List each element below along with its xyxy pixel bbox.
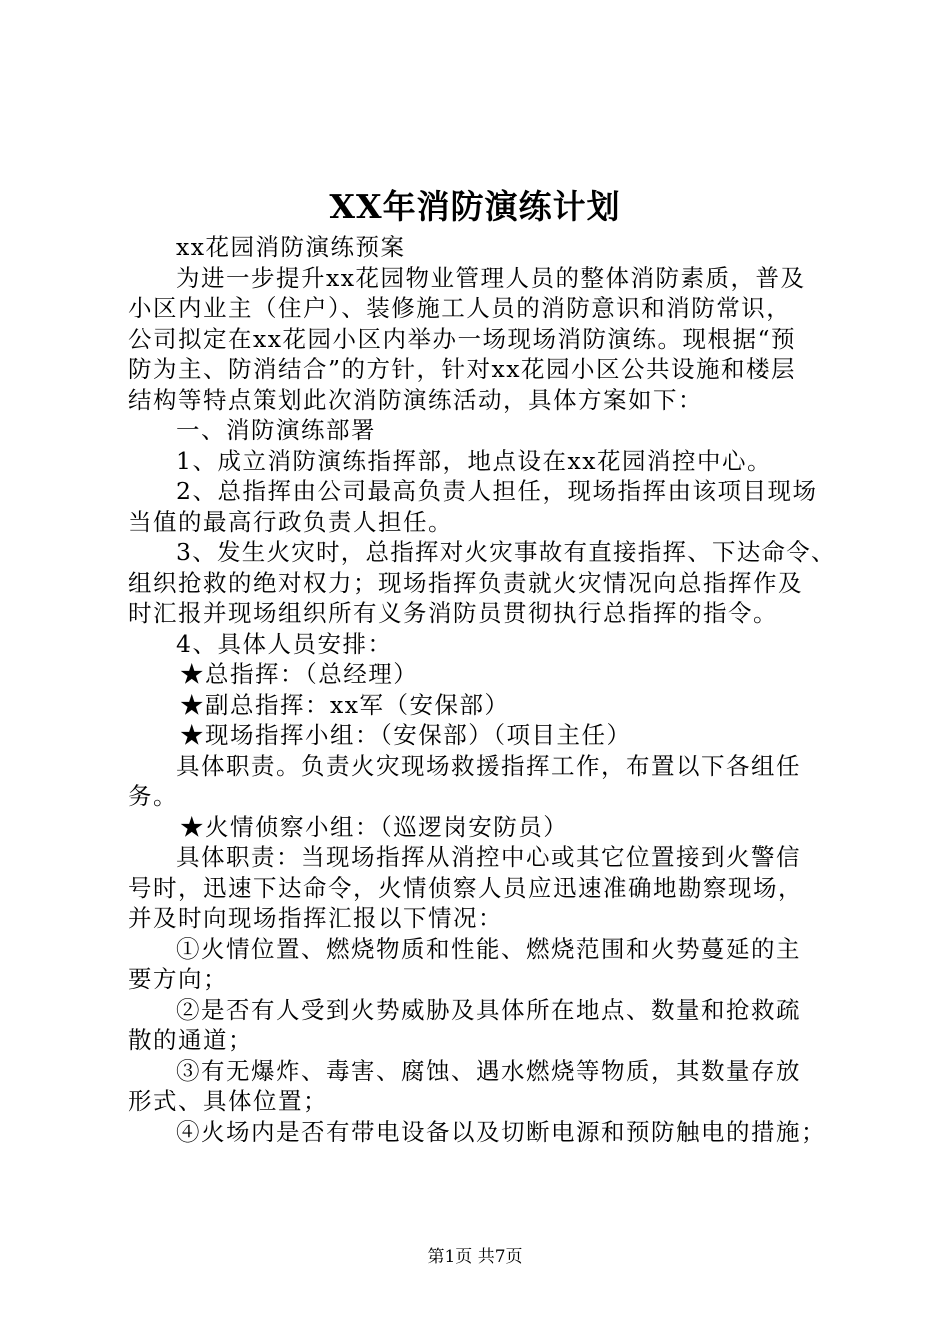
paragraph-line: 号时，迅速下达命令，火情侦察人员应迅速准确地勘察现场，: [128, 873, 803, 902]
document-body: [128, 232, 836, 1147]
paragraph-line: 3、发生火灾时，总指挥对火灾事故有直接指挥、下达命令、: [176, 538, 836, 566]
role-line: ★现场指挥小组：（安保部）（项目主任）: [180, 721, 632, 749]
list-item-line: ③有无爆炸、毒害、腐蚀、遇水燃烧等物质，其数量存放: [176, 1056, 801, 1085]
list-item-line: 散的通道；: [128, 1026, 253, 1054]
paragraph-line: 具体职责。负责火灾现场救援指挥工作，布置以下各组任: [176, 751, 801, 780]
section-heading: 一、消防演练部署: [176, 416, 376, 444]
paragraph-line: 防为主、防消结合”的方针，针对xx花园小区公共设施和楼层: [128, 355, 797, 383]
list-item-line: ②是否有人受到火势威胁及具体所在地点、数量和抢救疏: [176, 995, 801, 1024]
paragraph-line: 1、成立消防演练指挥部，地点设在xx花园消控中心。: [176, 446, 772, 475]
paragraph-line: 务。: [128, 782, 178, 810]
paragraph-line: 4、具体人员安排：: [176, 629, 393, 658]
paragraph-line: 具体职责：当现场指挥从消控中心或其它位置接到火警信: [176, 843, 801, 871]
paragraph-line: 为进一步提升xx花园物业管理人员的整体消防素质，普及: [176, 263, 806, 292]
list-item-line: ④火场内是否有带电设备以及切断电源和预防触电的措施；: [176, 1117, 826, 1146]
paragraph-line: 时汇报并现场组织所有义务消防员贯彻执行总指挥的指令。: [128, 599, 778, 627]
list-item-line: ①火情位置、燃烧物质和性能、燃烧范围和火势蔓延的主: [176, 934, 801, 963]
list-item-line: 要方向；: [128, 965, 228, 993]
page-number-footer: 第1页 共7页: [427, 1247, 523, 1267]
paragraph-line: xx花园消防演练预案: [176, 233, 406, 261]
document-title: XX年消防演练计划: [329, 187, 621, 226]
paragraph-line: 当值的最高行政负责人担任。: [128, 507, 453, 536]
paragraph-line: 公司拟定在xx花园小区内举办一场现场消防演练。现根据“预: [128, 324, 797, 353]
list-item-line: 形式、具体位置；: [128, 1087, 328, 1115]
paragraph-line: 2、总指挥由公司最高负责人担任，现场指挥由该项目现场: [176, 477, 818, 505]
role-line: ★副总指挥：xx军（安保部）: [180, 690, 510, 719]
paragraph-line: 并及时向现场指挥汇报以下情况：: [128, 904, 503, 932]
role-line: ★火情侦察小组：（巡逻岗安防员）: [180, 812, 569, 841]
paragraph-line: 组织抢救的绝对权力；现场指挥负责就火灾情况向总指挥作及: [128, 568, 803, 597]
paragraph-line: 结构等特点策划此次消防演练活动，具体方案如下：: [128, 385, 703, 414]
paragraph-line: 小区内业主（住户）、装修施工人员的消防意识和消防常识，: [128, 294, 792, 322]
role-line: ★总指挥：（总经理）: [180, 660, 419, 688]
